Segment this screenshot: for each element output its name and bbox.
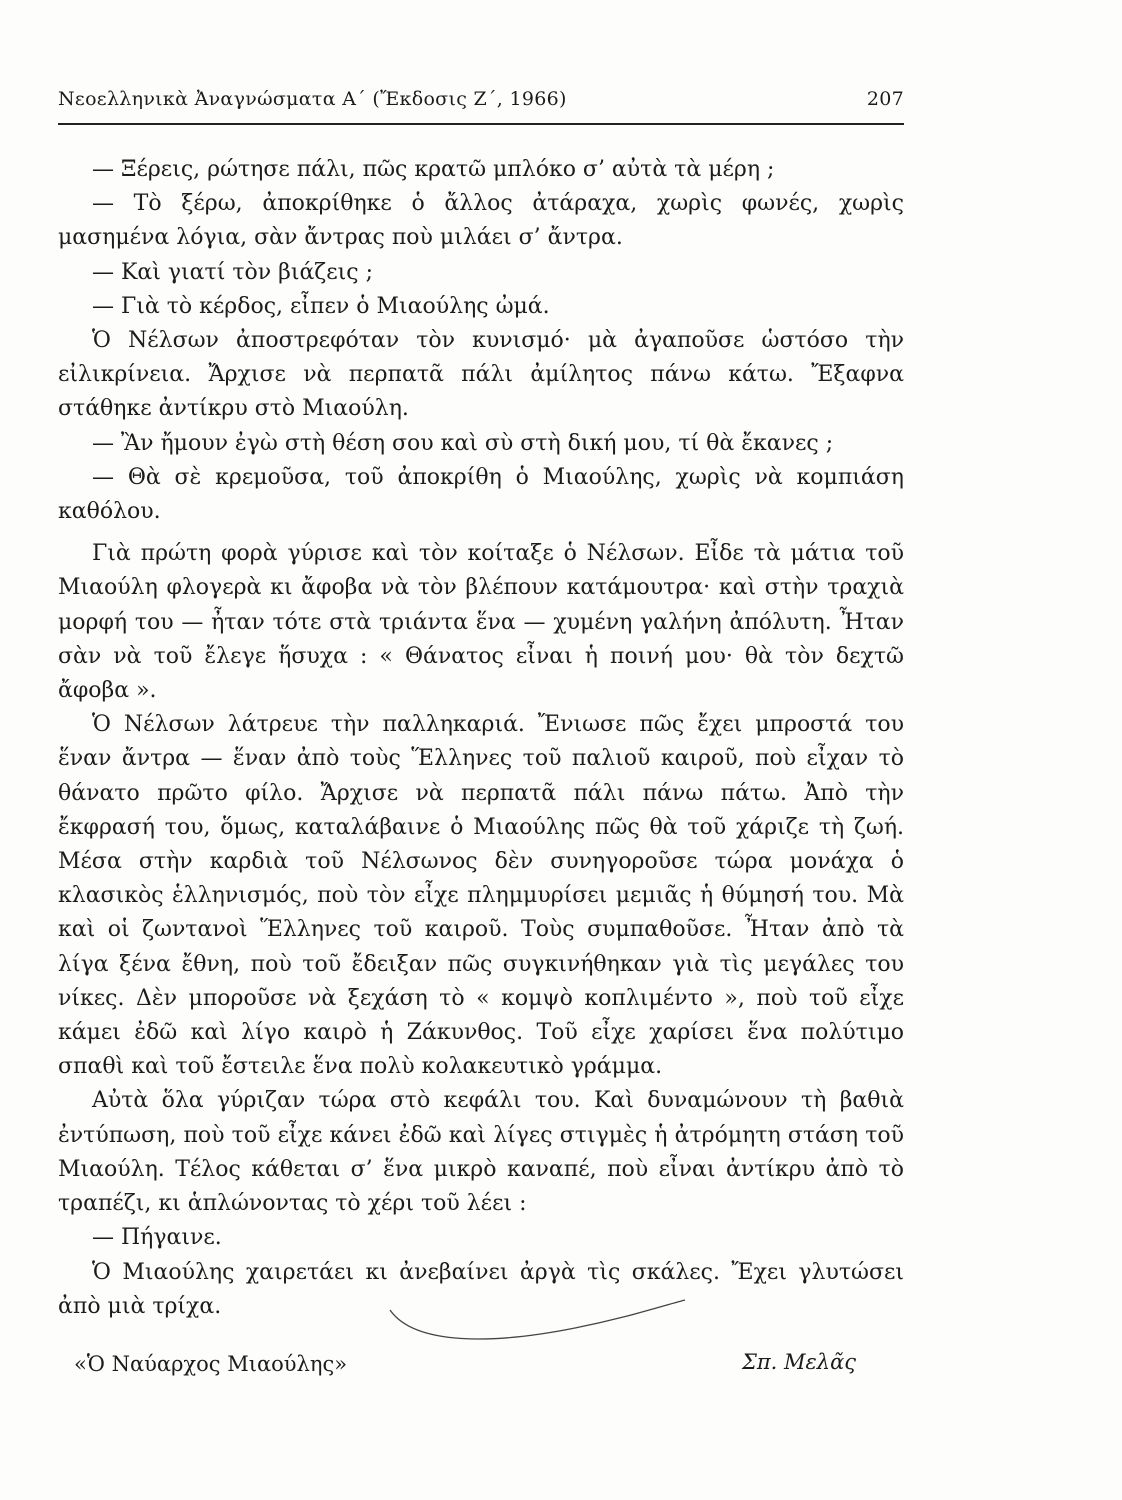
paragraph-3: — Καὶ γιατί τὸν βιάζεις ; bbox=[92, 259, 373, 285]
ornamental-stroke bbox=[385, 1298, 695, 1348]
paragraph-5: Ὁ Νέλσων ἀποστρεφόταν τὸν κυνισμό· μὰ ἀγαποῦσε ὡστόσο τὴν εἰλικρίνεια. Ἄρχισε νὰ περπατᾶ πάλι ἀμίλητος πάνω κάτω. Ἔξαφνα στάθηκε ἀντίκρυ στὸ Μιαούλη. bbox=[58, 328, 904, 422]
header-rule bbox=[58, 123, 904, 125]
paragraph-7: — Θὰ σὲ κρεμοῦσα, τοῦ ἀποκρίθη ὁ Μιαούλης, χωρὶς νὰ κομπιάση καθόλου. bbox=[58, 464, 904, 525]
source-title: «Ὁ Ναύαρχος Μιαούλης» bbox=[74, 1352, 348, 1376]
paragraph-9: Ὁ Νέλσων λάτρευε τὴν παλληκαριά. Ἔνιωσε πῶς ἔχει μπροστά του ἕναν ἄντρα — ἕναν ἀπὸ τοὺς Ἕλληνες τοῦ παλιοῦ καιροῦ, ποὺ εἶχαν τὸ θάνατο πρῶτο φίλο. Ἄρχισε νὰ περπατᾶ πάλι πάνω πάτω. Ἀπὸ τὴν ἔκφρασή του, ὅμως, καταλάβαινε ὁ Μιαούλης πῶς θὰ τοῦ χάριζε τὴ ζωή. Μέσα στὴν καρδιὰ τοῦ Νέλσωνος δὲν συνηγοροῦσε τώρα μονάχα ὁ κλασικὸς ἑλληνισμός, ποὺ τὸν εἶχε πλημμυρίσει μεμιᾶς ἡ θύμησή του. Μὰ καὶ οἱ ζωντανοὶ Ἕλληνες τοῦ καιροῦ. Τοὺς συμπαθοῦσε. Ἦταν ἀπὸ τὰ λίγα ξένα ἔθνη, ποὺ τοῦ ἔδειξαν πῶς συγκινήθηκαν γιὰ τὶς μεγάλες του νίκες. Δὲν μποροῦσε νὰ ξεχάση τὸ « κομψὸ κοπλιμέντο », ποὺ τοῦ εἶχε κάμει ἐδῶ καὶ λίγο καιρὸ ἡ Ζάκυνθος. Τοῦ εἶχε χαρίσει ἕνα πολύτιμο σπαθὶ καὶ τοῦ ἔστειλε ἕνα πολὺ κολακευτικὸ γράμμα. bbox=[58, 712, 904, 1080]
paragraph-12: Ὁ Μιαούλης χαιρετάει κι ἀνεβαίνει ἀργὰ τὶς σκάλες. Ἔχει γλυτώσει ἀπὸ μιὰ τρίχα. bbox=[58, 1259, 904, 1319]
page-number: 207 bbox=[866, 88, 904, 110]
paragraph-6: — Ἂν ἤμουν ἐγὼ στὴ θέση σου καὶ σὺ στὴ δική μου, τί θὰ ἔκανες ; bbox=[92, 430, 834, 456]
paragraph-10: Αὐτὰ ὅλα γύριζαν τώρα στὸ κεφάλι του. Καὶ δυναμώνουν τὴ βαθιὰ ἐντύπωση, ποὺ τοῦ εἶχε κάνει ἐδῶ καὶ λίγες στιγμὲς ἡ ἀτρόμητη στάση τοῦ Μιαούλη. Τέλος κάθεται σ’ ἕνα μικρὸ καναπέ, ποὺ εἶναι ἀντίκρυ ἀπὸ τὸ τραπέζι, κι ἁπλώνοντας τὸ χέρι τοῦ λέει : bbox=[58, 1088, 904, 1217]
paragraph-2: — Τὸ ξέρω, ἀποκρίθηκε ὁ ἄλλος ἀτάραχα, χωρὶς φωνές, χωρὶς μασημένα λόγια, σὰν ἄντρας ποὺ μιλάει σ’ ἄντρα. bbox=[58, 191, 904, 251]
paragraph-8: Γιὰ πρώτη φορὰ γύρισε καὶ τὸν κοίταξε ὁ Νέλσων. Εἶδε τὰ μάτια τοῦ Μιαούλη φλογερὰ κι ἄφοβα νὰ τὸν βλέπουν κατάμουτρα· καὶ στὴν τραχιὰ μορφή του — ἦταν τότε στὰ τριάντα ἕνα — χυμένη γαλήνη ἀπόλυτη. Ἦταν σὰν νὰ τοῦ ἔλεγε ἥσυχα : « Θάνατος εἶναι ἡ ποινή μου· θὰ τὸν δεχτῶ ἄφοβα ». bbox=[58, 541, 904, 704]
header-title: Νεοελληνικὰ Ἀναγνώσματα Α΄ (Ἔκδοσις Ζ΄, 1966) bbox=[58, 88, 567, 110]
paragraph-4: — Γιὰ τὸ κέρδος, εἶπεν ὁ Μιαούλης ὠμά. bbox=[92, 293, 550, 319]
main-text bbox=[58, 153, 904, 1324]
paragraph-11: — Πήγαινε. bbox=[92, 1225, 222, 1251]
author-name: Σπ. Μελᾶς bbox=[742, 1350, 857, 1374]
running-header bbox=[58, 88, 904, 110]
paragraph-1: — Ξέρεις, ρώτησε πάλι, πῶς κρατῶ μπλόκο σ’ αὐτὰ τὰ μέρη ; bbox=[92, 157, 775, 182]
